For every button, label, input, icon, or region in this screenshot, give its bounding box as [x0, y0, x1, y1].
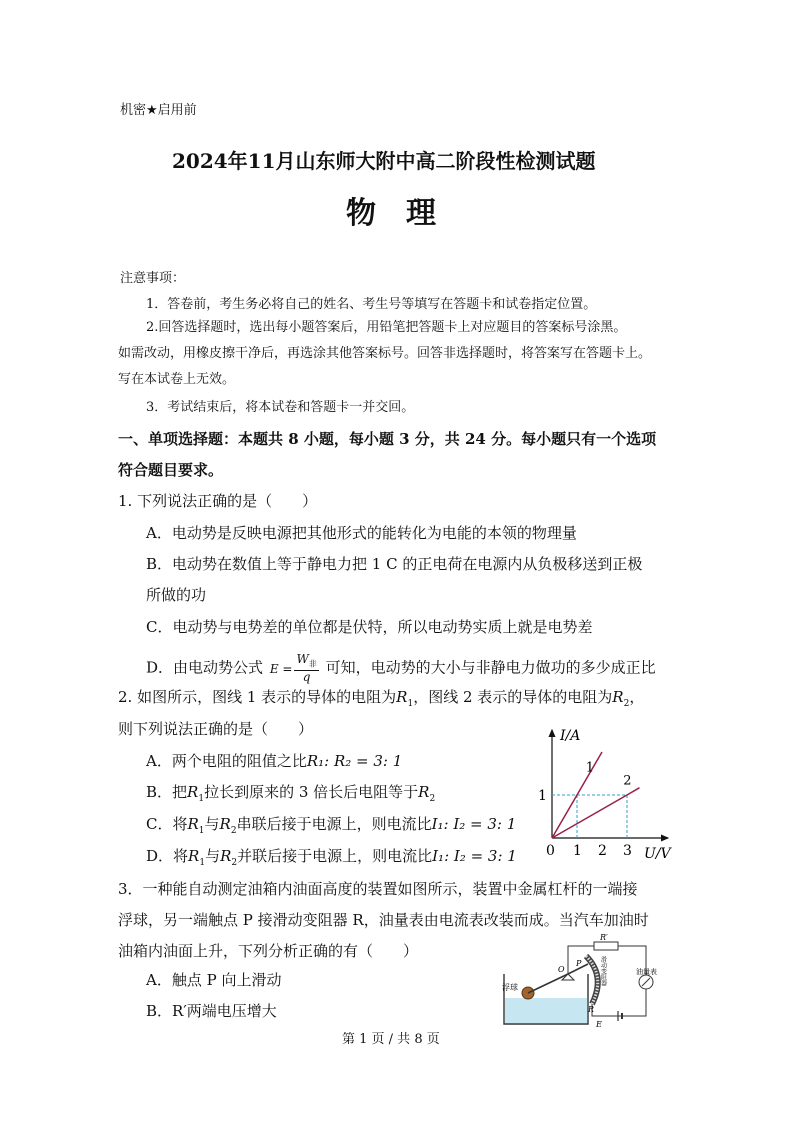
q1-option-b-line2: 所做的功	[146, 586, 207, 604]
q2-b-r2-sub: 2	[429, 794, 436, 804]
q2-c-r2-sub: 2	[230, 826, 237, 836]
oil-liquid	[505, 998, 587, 1023]
q2-stem-part2: ，图线 2 表示的导体的电阻为	[413, 688, 613, 706]
q2-d-ratio: I₁: I₂ = 3: 1	[432, 847, 517, 865]
emf-formula	[270, 653, 319, 684]
q2-b-r1-sub: 1	[198, 794, 205, 804]
confidential-label: 机密★启用前	[120, 103, 197, 118]
q2-c-mid2: 串联后接于电源上，则电流比	[236, 815, 432, 833]
q3-option-b: B．R′两端电压增大	[146, 1002, 277, 1020]
q3-option-a: A．触点 P 向上滑动	[146, 971, 282, 989]
q1-option-d	[146, 653, 656, 684]
circuit-bottom	[592, 989, 646, 1016]
q2-d-mid1: 与	[205, 847, 221, 865]
y-tick-1: 1	[538, 788, 547, 804]
q2-a-ratio: R₁: R₂ = 3: 1	[306, 752, 403, 770]
y-axis-label: I/A	[560, 728, 581, 744]
q1-option-b-line1: B．电动势在数值上等于静电力把 1 C 的正电荷在电源内从负极移送到正极	[146, 555, 643, 573]
formula-lhs: E =	[269, 661, 293, 676]
formula-w: W	[296, 652, 309, 666]
q2-d-mid2: 并联后接于电源上，则电流比	[237, 847, 433, 865]
emf-label: E	[596, 1020, 602, 1029]
notes-heading: 注意事项：	[120, 271, 186, 286]
subject-title: 物 理	[346, 196, 436, 231]
rheostat-label: 滑动变阻器	[599, 956, 607, 986]
note-2-line3: 写在本试卷上无效。	[118, 372, 236, 387]
formula-w-sub: 非	[308, 659, 317, 669]
q1-option-c: C．电动势与电势差的单位都是伏特，所以电动势实质上就是电势差	[146, 618, 593, 636]
q2-c-ratio: I₁: I₂ = 3: 1	[431, 815, 517, 833]
q2-c-r1-sub: 1	[198, 826, 205, 836]
oil-gauge-diagram	[496, 932, 668, 1030]
q2-c-r1: R	[187, 815, 199, 833]
pivot-label: O	[558, 965, 565, 974]
x-tick-0: 0	[546, 843, 555, 859]
q2-d-r1-sub: 1	[199, 858, 206, 868]
note-1: 1．答卷前，考生务必将自己的姓名、考生号等填写在答题卡和试卷指定位置。	[146, 297, 597, 312]
series-label-1: 1	[585, 760, 595, 776]
q3-stem-line2: 浮球，另一端触点 P 接滑动变阻器 R，油量表由电流表改装而成。当汽车加油时	[118, 911, 649, 929]
q2-b-prefix: B．把	[146, 783, 188, 801]
q3-stem-line1: 3．一种能自动测定油箱内油面高度的装置如图所示，装置中金属杠杆的一端接	[118, 880, 638, 898]
q1-option-a: A．电动势是反映电源把其他形式的能转化为电能的本领的物理量	[146, 524, 577, 542]
x-axis-label: U/V	[644, 846, 671, 862]
pivot-support	[562, 974, 574, 980]
page-footer: 第 1 页 / 共 8 页	[342, 1032, 440, 1047]
r-prime-label: R′	[600, 933, 608, 942]
x-tick-2: 2	[598, 843, 607, 859]
q2-option-a	[146, 750, 402, 771]
q2-d-r2: R	[220, 847, 232, 865]
r-prime-resistor	[594, 942, 618, 950]
q2-d-r1: R	[188, 847, 200, 865]
r1-symbol: R	[396, 688, 408, 706]
q2-a-prefix: A．两个电阻的阻值之比	[146, 752, 307, 770]
note-3: 3．考试结束后，将本试卷和答题卡一并交回。	[146, 400, 415, 415]
formula-denominator: q	[302, 670, 311, 685]
q2-stem-line1	[118, 686, 644, 709]
q2-b-r1: R	[187, 783, 199, 801]
q3-stem-line3: 油箱内油面上升，下列分析正确的有（ ）	[118, 942, 419, 960]
q2-stem-part1: 2. 如图所示，图线 1 表示的导体的电阻为	[118, 688, 397, 706]
r1-sub: 1	[407, 699, 414, 709]
r-label: R	[588, 1005, 595, 1014]
formula-numerator	[294, 653, 318, 671]
q2-option-c	[146, 813, 516, 836]
q2-d-prefix: D．将	[146, 847, 189, 865]
q2-c-mid1: 与	[204, 815, 220, 833]
contact-label: P	[576, 959, 582, 968]
q1-d-suffix: 可知，电动势的大小与非静电力做功的多少成正比	[325, 658, 656, 677]
q2-stem-line2: 则下列说法正确的是（ ）	[118, 720, 314, 738]
series-line-2	[552, 788, 640, 838]
q1-stem: 1. 下列说法正确的是（ ）	[118, 492, 318, 510]
q2-c-prefix: C．将	[146, 815, 188, 833]
data-lines	[552, 752, 640, 838]
q1-d-prefix: D．由电动势公式	[146, 658, 264, 677]
q2-b-r2: R	[418, 783, 430, 801]
lever	[528, 974, 568, 993]
q2-b-mid: 拉长到原来的 3 倍长后电阻等于	[204, 783, 419, 801]
meter-label: 油量表	[636, 968, 657, 976]
q2-option-b	[146, 781, 435, 804]
q2-d-r2-sub: 2	[231, 858, 238, 868]
note-2-line2: 如需改动，用橡皮擦干净后，再选涂其他答案标号。回答非选择题时，将答案写在答题卡上。	[118, 346, 652, 361]
r2-symbol: R	[612, 688, 624, 706]
q2-c-r2: R	[219, 815, 231, 833]
iu-graph	[528, 724, 678, 862]
x-tick-1: 1	[573, 843, 582, 859]
float-label: 浮球	[502, 983, 518, 992]
series-label-2: 2	[623, 773, 632, 789]
q2-stem-part3: ，	[629, 688, 645, 706]
q2-option-d	[146, 845, 517, 868]
r2-sub: 2	[623, 699, 630, 709]
section-heading-line2: 符合题目要求。	[118, 461, 224, 479]
section-heading-line1: 一、单项选择题：本题共 8 小题，每小题 3 分，共 24 分。每小题只有一个选项	[118, 430, 657, 448]
x-tick-3: 3	[623, 843, 632, 859]
note-2-line1: 2.回答选择题时，选出每小题答案后，用铅笔把答题卡上对应题目的答案标号涂黑。	[146, 320, 627, 335]
exam-title: 2024年11月山东师大附中高二阶段性检测试题	[172, 149, 596, 173]
